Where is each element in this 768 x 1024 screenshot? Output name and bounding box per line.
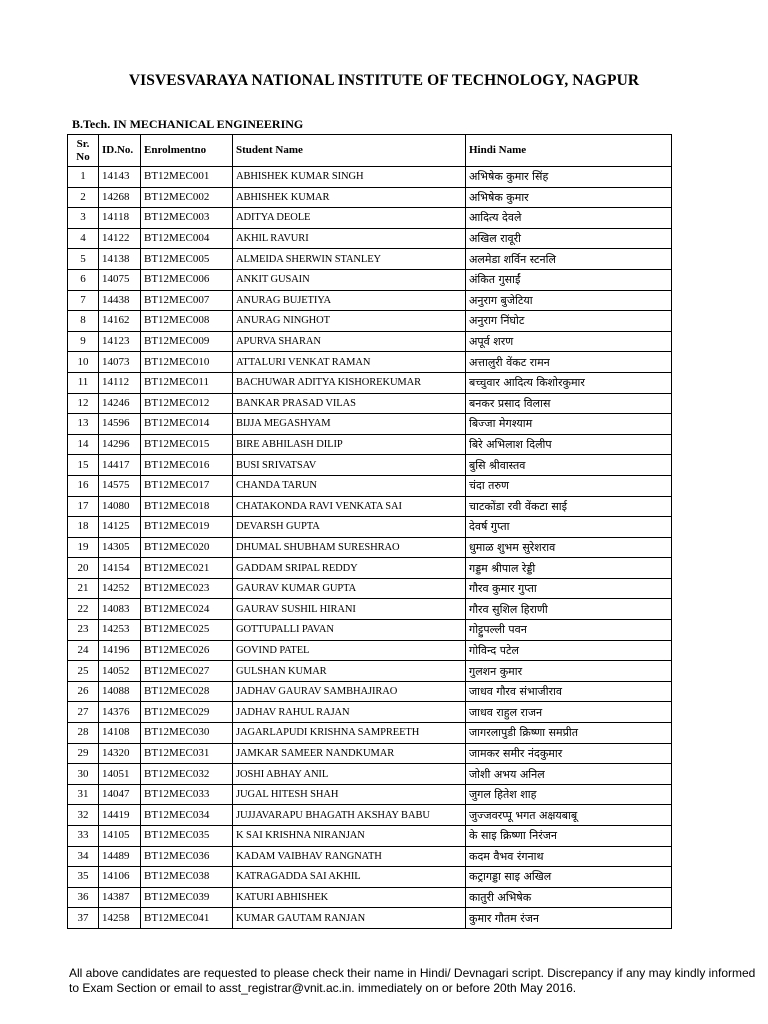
cell-student-name: JUGAL HITESH SHAH	[233, 784, 466, 805]
cell-enrolment-no: BT12MEC035	[141, 826, 233, 847]
cell-sr-no: 23	[68, 620, 99, 641]
table-row	[68, 743, 672, 764]
table-row	[68, 290, 672, 311]
cell-hindi-name: अनुराग बुजेटिया	[466, 290, 672, 311]
table-row	[68, 311, 672, 332]
cell-student-name: JADHAV GAURAV SAMBHAJIRAO	[233, 681, 466, 702]
table-row	[68, 167, 672, 188]
cell-sr-no: 4	[68, 228, 99, 249]
cell-sr-no: 5	[68, 249, 99, 270]
cell-student-name: BIRE ABHILASH DILIP	[233, 434, 466, 455]
table-row	[68, 331, 672, 352]
cell-student-name: CHATAKONDA RAVI VENKATA SAI	[233, 496, 466, 517]
table-row	[68, 269, 672, 290]
cell-hindi-name: जाधव गौरव संभाजीराव	[466, 681, 672, 702]
cell-id-no: 14489	[99, 846, 141, 867]
cell-hindi-name: कुमार गौतम रंजन	[466, 908, 672, 929]
cell-student-name: JADHAV RAHUL RAJAN	[233, 702, 466, 723]
cell-sr-no: 28	[68, 723, 99, 744]
cell-sr-no: 9	[68, 331, 99, 352]
cell-enrolment-no: BT12MEC030	[141, 723, 233, 744]
cell-student-name: JUJJAVARAPU BHAGATH AKSHAY BABU	[233, 805, 466, 826]
cell-id-no: 14125	[99, 517, 141, 538]
cell-student-name: DEVARSH GUPTA	[233, 517, 466, 538]
table-row	[68, 867, 672, 888]
cell-sr-no: 37	[68, 908, 99, 929]
cell-sr-no: 25	[68, 661, 99, 682]
cell-sr-no: 33	[68, 826, 99, 847]
table-row	[68, 599, 672, 620]
cell-student-name: GOVIND PATEL	[233, 640, 466, 661]
cell-sr-no: 6	[68, 269, 99, 290]
table-row	[68, 496, 672, 517]
cell-enrolment-no: BT12MEC034	[141, 805, 233, 826]
cell-hindi-name: गौरव सुशिल हिराणी	[466, 599, 672, 620]
cell-id-no: 14162	[99, 311, 141, 332]
cell-id-no: 14320	[99, 743, 141, 764]
cell-id-no: 14143	[99, 167, 141, 188]
cell-student-name: KATURI ABHISHEK	[233, 887, 466, 908]
cell-student-name: APURVA SHARAN	[233, 331, 466, 352]
cell-hindi-name: के साइ क्रिष्णा निरंजन	[466, 826, 672, 847]
cell-hindi-name: अंकित गुसाईं	[466, 269, 672, 290]
cell-hindi-name: धुमाळ शुभम सुरेशराव	[466, 537, 672, 558]
cell-hindi-name: कातुरी अभिषेक	[466, 887, 672, 908]
cell-hindi-name: चाटकोंडा रवी वेंकटा साई	[466, 496, 672, 517]
cell-enrolment-no: BT12MEC025	[141, 620, 233, 641]
cell-sr-no: 2	[68, 187, 99, 208]
cell-id-no: 14118	[99, 208, 141, 229]
cell-student-name: BACHUWAR ADITYA KISHOREKUMAR	[233, 372, 466, 393]
cell-student-name: ADITYA DEOLE	[233, 208, 466, 229]
cell-student-name: JAMKAR SAMEER NANDKUMAR	[233, 743, 466, 764]
cell-sr-no: 18	[68, 517, 99, 538]
cell-sr-no: 22	[68, 599, 99, 620]
table-row	[68, 414, 672, 435]
cell-sr-no: 26	[68, 681, 99, 702]
table-row	[68, 578, 672, 599]
table-row	[68, 681, 672, 702]
cell-id-no: 14387	[99, 887, 141, 908]
cell-enrolment-no: BT12MEC039	[141, 887, 233, 908]
cell-hindi-name: अभिषेक कुमार सिंह	[466, 167, 672, 188]
cell-id-no: 14253	[99, 620, 141, 641]
cell-hindi-name: जाधव राहुल राजन	[466, 702, 672, 723]
cell-sr-no: 29	[68, 743, 99, 764]
cell-sr-no: 17	[68, 496, 99, 517]
cell-sr-no: 15	[68, 455, 99, 476]
cell-enrolment-no: BT12MEC016	[141, 455, 233, 476]
cell-enrolment-no: BT12MEC024	[141, 599, 233, 620]
cell-id-no: 14122	[99, 228, 141, 249]
cell-enrolment-no: BT12MEC014	[141, 414, 233, 435]
cell-enrolment-no: BT12MEC012	[141, 393, 233, 414]
cell-enrolment-no: BT12MEC003	[141, 208, 233, 229]
cell-id-no: 14073	[99, 352, 141, 373]
cell-id-no: 14088	[99, 681, 141, 702]
cell-sr-no: 14	[68, 434, 99, 455]
cell-enrolment-no: BT12MEC004	[141, 228, 233, 249]
table-row	[68, 537, 672, 558]
cell-sr-no: 32	[68, 805, 99, 826]
cell-id-no: 14083	[99, 599, 141, 620]
cell-student-name: K SAI KRISHNA NIRANJAN	[233, 826, 466, 847]
cell-hindi-name: गड्डम श्रीपाल रेड्डी	[466, 558, 672, 579]
cell-id-no: 14268	[99, 187, 141, 208]
cell-hindi-name: गोट्टुपल्ली पवन	[466, 620, 672, 641]
cell-enrolment-no: BT12MEC011	[141, 372, 233, 393]
cell-enrolment-no: BT12MEC007	[141, 290, 233, 311]
table-row	[68, 558, 672, 579]
cell-sr-no: 13	[68, 414, 99, 435]
cell-hindi-name: जुज्जवरप्पू भगत अक्षयबाबू	[466, 805, 672, 826]
cell-student-name: GAURAV SUSHIL HIRANI	[233, 599, 466, 620]
cell-student-name: BANKAR PRASAD VILAS	[233, 393, 466, 414]
cell-student-name: ALMEIDA SHERWIN STANLEY	[233, 249, 466, 270]
cell-hindi-name: जुगल हितेश शाह	[466, 784, 672, 805]
cell-student-name: GADDAM SRIPAL REDDY	[233, 558, 466, 579]
header-student-name: Student Name	[233, 135, 466, 167]
cell-id-no: 14376	[99, 702, 141, 723]
table-row	[68, 702, 672, 723]
cell-enrolment-no: BT12MEC031	[141, 743, 233, 764]
table-row	[68, 372, 672, 393]
cell-sr-no: 35	[68, 867, 99, 888]
cell-enrolment-no: BT12MEC015	[141, 434, 233, 455]
cell-enrolment-no: BT12MEC041	[141, 908, 233, 929]
page-title: VISVESVARAYA NATIONAL INSTITUTE OF TECHNOLOGY, NAGPUR	[128, 72, 640, 89]
cell-hindi-name: देवर्ष गुप्ता	[466, 517, 672, 538]
student-list-table	[67, 134, 672, 929]
cell-hindi-name: अत्तालुरी वेंकट रामन	[466, 352, 672, 373]
table-row	[68, 887, 672, 908]
cell-enrolment-no: BT12MEC021	[141, 558, 233, 579]
cell-enrolment-no: BT12MEC002	[141, 187, 233, 208]
cell-id-no: 14075	[99, 269, 141, 290]
cell-enrolment-no: BT12MEC027	[141, 661, 233, 682]
cell-hindi-name: बुसि श्रीवास्तव	[466, 455, 672, 476]
table-row	[68, 661, 672, 682]
cell-student-name: ABHISHEK KUMAR SINGH	[233, 167, 466, 188]
cell-id-no: 14417	[99, 455, 141, 476]
table-row	[68, 455, 672, 476]
cell-student-name: BIJJA MEGASHYAM	[233, 414, 466, 435]
cell-enrolment-no: BT12MEC006	[141, 269, 233, 290]
table-header-row	[68, 135, 672, 167]
cell-sr-no: 21	[68, 578, 99, 599]
cell-sr-no: 16	[68, 475, 99, 496]
footer-notice	[69, 966, 768, 996]
cell-hindi-name: अपूर्व शरण	[466, 331, 672, 352]
cell-sr-no: 36	[68, 887, 99, 908]
cell-id-no: 14047	[99, 784, 141, 805]
cell-student-name: ATTALURI VENKAT RAMAN	[233, 352, 466, 373]
cell-sr-no: 34	[68, 846, 99, 867]
cell-sr-no: 30	[68, 764, 99, 785]
cell-id-no: 14154	[99, 558, 141, 579]
cell-student-name: JAGARLAPUDI KRISHNA SAMPREETH	[233, 723, 466, 744]
cell-enrolment-no: BT12MEC032	[141, 764, 233, 785]
table-row	[68, 393, 672, 414]
cell-student-name: ANURAG BUJETIYA	[233, 290, 466, 311]
cell-hindi-name: चंदा तरुण	[466, 475, 672, 496]
cell-sr-no: 3	[68, 208, 99, 229]
cell-enrolment-no: BT12MEC010	[141, 352, 233, 373]
cell-id-no: 14108	[99, 723, 141, 744]
table-row	[68, 517, 672, 538]
cell-enrolment-no: BT12MEC009	[141, 331, 233, 352]
cell-hindi-name: आदित्य देवले	[466, 208, 672, 229]
header-id-no: ID.No.	[99, 135, 141, 167]
cell-student-name: ANKIT GUSAIN	[233, 269, 466, 290]
cell-sr-no: 19	[68, 537, 99, 558]
cell-student-name: AKHIL RAVURI	[233, 228, 466, 249]
cell-hindi-name: बनकर प्रसाद विलास	[466, 393, 672, 414]
cell-sr-no: 8	[68, 311, 99, 332]
cell-hindi-name: बच्चुवार आदित्य किशोरकुमार	[466, 372, 672, 393]
cell-hindi-name: अखिल रावूरी	[466, 228, 672, 249]
cell-sr-no: 11	[68, 372, 99, 393]
cell-enrolment-no: BT12MEC017	[141, 475, 233, 496]
header-enrolment-no: Enrolmentno	[141, 135, 233, 167]
cell-student-name: BUSI SRIVATSAV	[233, 455, 466, 476]
cell-id-no: 14051	[99, 764, 141, 785]
table-body	[68, 167, 672, 929]
cell-hindi-name: अभिषेक कुमार	[466, 187, 672, 208]
cell-hindi-name: गौरव कुमार गुप्ता	[466, 578, 672, 599]
cell-id-no: 14252	[99, 578, 141, 599]
cell-enrolment-no: BT12MEC038	[141, 867, 233, 888]
cell-enrolment-no: BT12MEC001	[141, 167, 233, 188]
cell-id-no: 14138	[99, 249, 141, 270]
cell-id-no: 14105	[99, 826, 141, 847]
cell-hindi-name: अलमेडा शर्विन स्टनलि	[466, 249, 672, 270]
cell-enrolment-no: BT12MEC023	[141, 578, 233, 599]
header-sr-line1: Sr.	[76, 137, 90, 150]
cell-hindi-name: अनुराग निंघोट	[466, 311, 672, 332]
cell-sr-no: 7	[68, 290, 99, 311]
cell-hindi-name: कदम वैभव रंगनाथ	[466, 846, 672, 867]
cell-enrolment-no: BT12MEC026	[141, 640, 233, 661]
cell-student-name: GOTTUPALLI PAVAN	[233, 620, 466, 641]
table-row	[68, 208, 672, 229]
cell-student-name: DHUMAL SHUBHAM SURESHRAO	[233, 537, 466, 558]
header-sr-no	[68, 135, 99, 167]
cell-hindi-name: जोशी अभय अनिल	[466, 764, 672, 785]
table-row	[68, 805, 672, 826]
footer-line-2: to Exam Section or email to asst_registrar@vnit.ac.in. immediately on or before 20th May 2016.	[69, 981, 577, 995]
cell-hindi-name: बिरे अभिलाश दिलीप	[466, 434, 672, 455]
cell-id-no: 14123	[99, 331, 141, 352]
header-sr-line2: No	[76, 150, 90, 163]
cell-id-no: 14575	[99, 475, 141, 496]
table-row	[68, 249, 672, 270]
footer-line-1: All above candidates are requested to please check their name in Hindi/ Devnagari script. Discrepancy if any may kindly informed	[69, 966, 756, 980]
cell-enrolment-no: BT12MEC020	[141, 537, 233, 558]
table-row	[68, 187, 672, 208]
cell-id-no: 14296	[99, 434, 141, 455]
cell-student-name: GAURAV KUMAR GUPTA	[233, 578, 466, 599]
cell-enrolment-no: BT12MEC028	[141, 681, 233, 702]
cell-id-no: 14305	[99, 537, 141, 558]
cell-enrolment-no: BT12MEC029	[141, 702, 233, 723]
cell-id-no: 14080	[99, 496, 141, 517]
cell-hindi-name: गुलशन कुमार	[466, 661, 672, 682]
cell-id-no: 14052	[99, 661, 141, 682]
table-row	[68, 620, 672, 641]
table-row	[68, 475, 672, 496]
table-row	[68, 640, 672, 661]
table-row	[68, 784, 672, 805]
cell-id-no: 14438	[99, 290, 141, 311]
cell-enrolment-no: BT12MEC019	[141, 517, 233, 538]
table-row	[68, 723, 672, 744]
cell-enrolment-no: BT12MEC018	[141, 496, 233, 517]
table-row	[68, 352, 672, 373]
cell-student-name: KADAM VAIBHAV RANGNATH	[233, 846, 466, 867]
table-row	[68, 826, 672, 847]
cell-id-no: 14419	[99, 805, 141, 826]
cell-student-name: GULSHAN KUMAR	[233, 661, 466, 682]
cell-student-name: ANURAG NINGHOT	[233, 311, 466, 332]
cell-sr-no: 10	[68, 352, 99, 373]
cell-hindi-name: जामकर समीर नंदकुमार	[466, 743, 672, 764]
cell-id-no: 14106	[99, 867, 141, 888]
cell-hindi-name: गोविन्द पटेल	[466, 640, 672, 661]
cell-student-name: JOSHI ABHAY ANIL	[233, 764, 466, 785]
cell-sr-no: 24	[68, 640, 99, 661]
cell-hindi-name: जागरलापुडी क्रिष्णा समप्रीत	[466, 723, 672, 744]
cell-id-no: 14246	[99, 393, 141, 414]
cell-id-no: 14596	[99, 414, 141, 435]
table-row	[68, 846, 672, 867]
cell-student-name: CHANDA TARUN	[233, 475, 466, 496]
cell-hindi-name: कट्रागड्डा साइ अखिल	[466, 867, 672, 888]
table-row	[68, 228, 672, 249]
table-row	[68, 764, 672, 785]
header-hindi-name: Hindi Name	[466, 135, 672, 167]
table-row	[68, 434, 672, 455]
cell-id-no: 14112	[99, 372, 141, 393]
cell-enrolment-no: BT12MEC005	[141, 249, 233, 270]
table-row	[68, 908, 672, 929]
cell-sr-no: 1	[68, 167, 99, 188]
program-subtitle: B.Tech. IN MECHANICAL ENGINEERING	[72, 117, 304, 131]
cell-enrolment-no: BT12MEC036	[141, 846, 233, 867]
cell-hindi-name: बिज्जा मेगश्याम	[466, 414, 672, 435]
cell-sr-no: 31	[68, 784, 99, 805]
cell-student-name: KUMAR GAUTAM RANJAN	[233, 908, 466, 929]
cell-sr-no: 20	[68, 558, 99, 579]
cell-enrolment-no: BT12MEC008	[141, 311, 233, 332]
cell-enrolment-no: BT12MEC033	[141, 784, 233, 805]
cell-student-name: ABHISHEK KUMAR	[233, 187, 466, 208]
cell-sr-no: 27	[68, 702, 99, 723]
cell-id-no: 14196	[99, 640, 141, 661]
cell-id-no: 14258	[99, 908, 141, 929]
cell-student-name: KATRAGADDA SAI AKHIL	[233, 867, 466, 888]
cell-sr-no: 12	[68, 393, 99, 414]
